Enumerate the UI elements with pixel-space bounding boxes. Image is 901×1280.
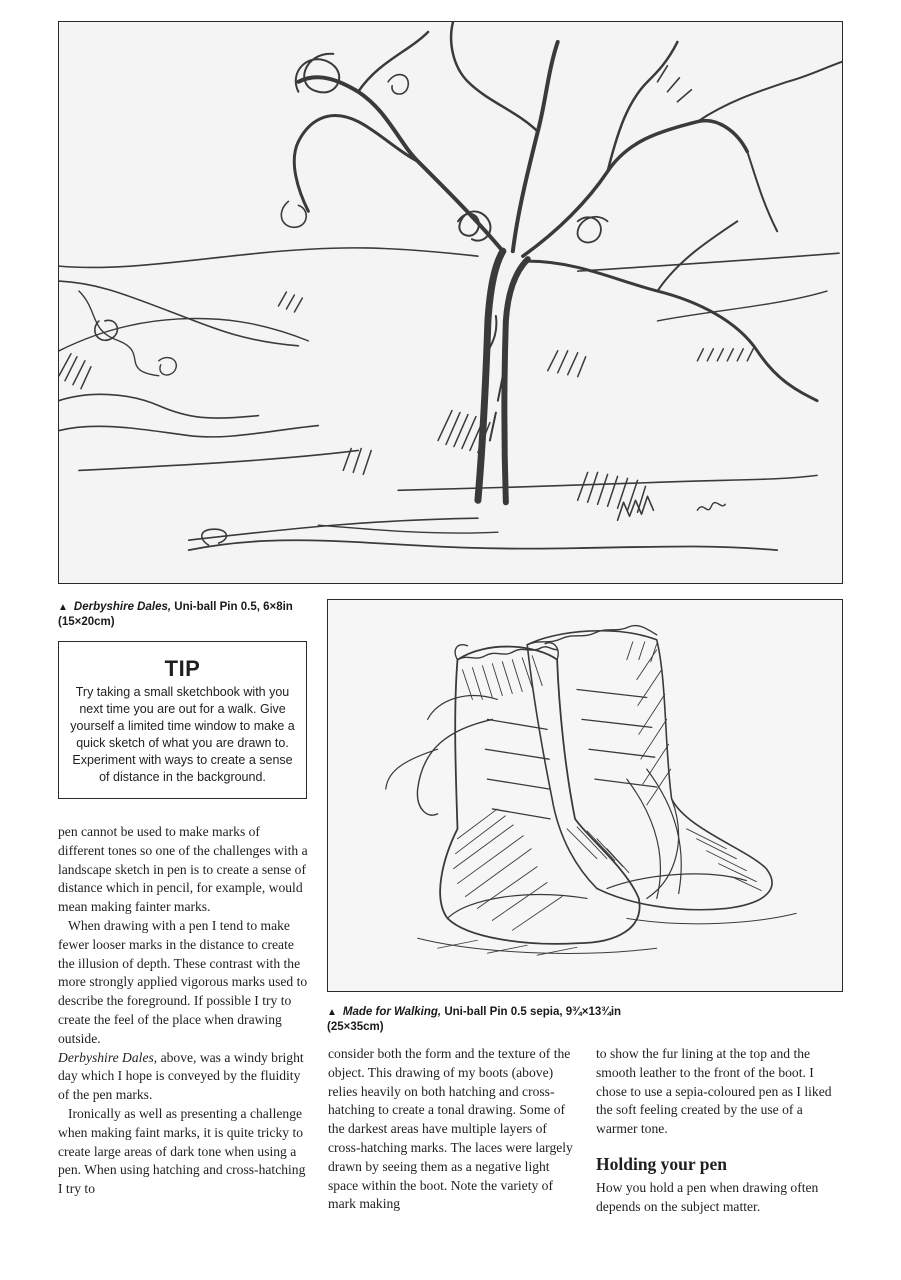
paragraph: consider both the form and the texture of the object. This drawing of my boots (above) relies heavily on both hatching and cross-hatching to create a tonal drawing. Some of the darkest areas have multiple layers of cross-hatching marks. The laces were largely drawn by seeing them as a negative light space within the boot. Note the variety of mark making	[328, 1046, 573, 1212]
text-column-2	[328, 1045, 576, 1214]
caption-marker-icon: ▲	[58, 602, 68, 613]
caption-size: (15×20cm)	[58, 616, 115, 628]
tree-sketch-image	[58, 21, 843, 584]
boots-sketch-icon	[328, 600, 842, 991]
caption-medium: Uni-ball Pin 0.5 sepia, 9¾×13¾in	[444, 1006, 622, 1018]
paragraph: Ironically as well as presenting a challenge when making faint marks, it is quite tricky to create large areas of dark tone when using a pen. When using hatching and cross-hatching I try to	[58, 1105, 306, 1197]
tip-box	[58, 641, 307, 799]
caption-size: (25×35cm)	[327, 1021, 384, 1033]
text-column-1	[58, 823, 308, 1199]
caption-marker-icon: ▲	[327, 1007, 337, 1018]
caption-title: Made for Walking,	[342, 1006, 442, 1018]
paragraph-text: , above, was a windy bright day which I hope is conveyed by the fluidity of the pen marks.	[58, 1049, 304, 1103]
section-heading: Holding your pen	[596, 1153, 727, 1174]
boots-caption	[327, 1005, 747, 1035]
paragraph	[58, 1049, 308, 1105]
tree-caption	[58, 600, 318, 630]
caption-title: Derbyshire Dales,	[73, 601, 172, 613]
artwork-title: Derbyshire Dales	[58, 1049, 154, 1065]
tree-sketch-icon	[59, 22, 842, 583]
paragraph: How you hold a pen when drawing often depends on the subject matter.	[596, 1179, 819, 1214]
caption-medium: Uni-ball Pin 0.5, 6×8in	[174, 601, 293, 613]
paragraph: pen cannot be used to make marks of different tones so one of the challenges with a landscape sketch in pen is to create a sense of distance which in pencil, for example, would mean making fainter marks.	[58, 824, 308, 915]
paragraph: to show the fur lining at the top and the smooth leather to the front of the boot. I chose to use a sepia-coloured pen as I liked the soft feeling created by the use of a warmer tone.	[596, 1046, 832, 1137]
tip-body: Try taking a small sketchbook with you next time you are out for a walk. Give yourself a limited time window to make a quick sketch of what you are drawn to. Experiment with ways to create a sense of distance in the background.	[70, 685, 295, 784]
paragraph: When drawing with a pen I tend to make fewer looser marks in the distance to create the illusion of depth. These contrast with the more strongly applied vigorous marks used to describe the foreground. If possible I try to create the feel of the place when drawing outside.	[58, 917, 308, 1046]
boots-sketch-image	[327, 599, 843, 992]
text-column-3	[596, 1045, 846, 1217]
tip-title: TIP	[164, 656, 201, 681]
